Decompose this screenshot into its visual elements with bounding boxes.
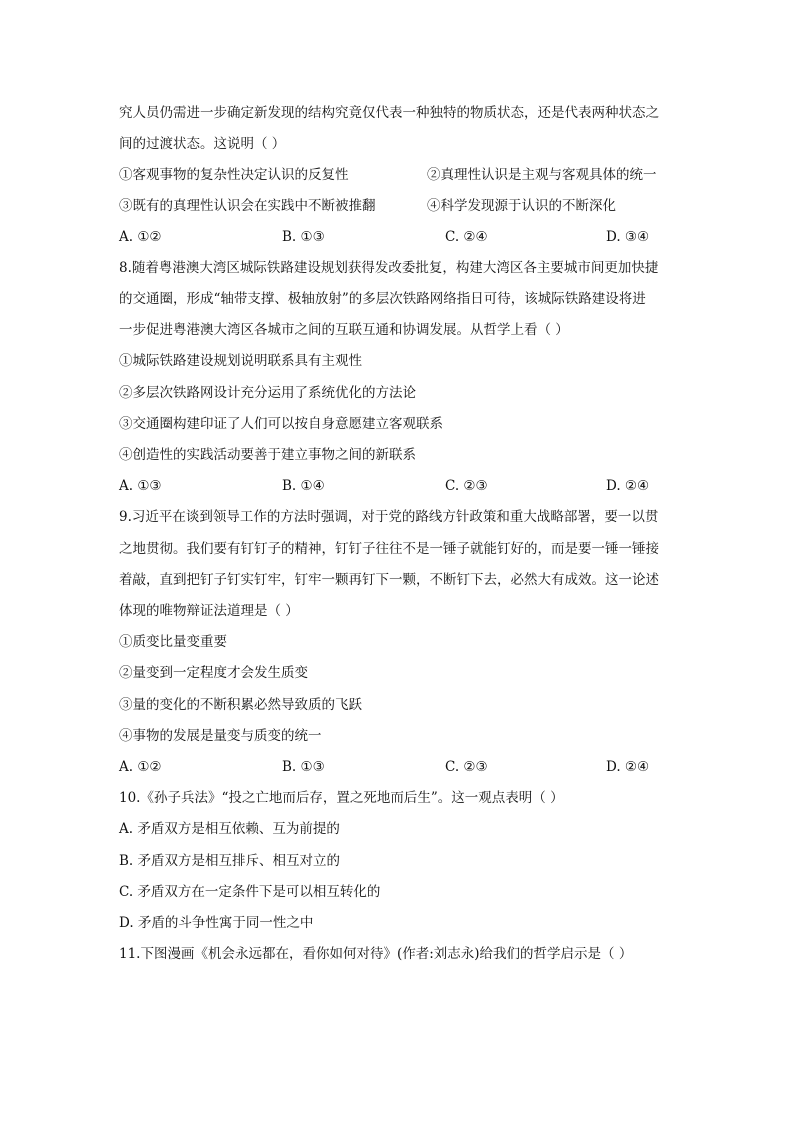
q8-choice-d: D. ②④ — [606, 478, 650, 494]
q10-option-d: D. 矛盾的斗争性寓于同一性之中 — [119, 915, 314, 931]
q9-choice-b: B. ①③ — [282, 759, 325, 775]
q9-choice-d: D. ②④ — [606, 759, 650, 775]
intro-line-1: 究人员仍需进一步确定新发现的结构究竟仅代表一种独特的物质状态，还是代表两种状态之 — [119, 105, 659, 121]
q9-choice-a: A. ①② — [119, 759, 162, 775]
q7-choice-b: B. ①③ — [282, 229, 325, 245]
q8-option-2: ②多层次铁路网设计充分运用了系统优化的方法论 — [119, 385, 416, 401]
q8-line-2: 的交通圈，形成“轴带支撑、极轴放射”的多层次铁路网络指日可待，该城际铁路建设将进 — [119, 291, 646, 307]
q9-line-2: 之地贯彻。我们要有钉钉子的精神，钉钉子往往不是一锤子就能钉好的，而是要一锤一锤接 — [119, 541, 659, 557]
q9-option-3: ③量的变化的不断积累必然导致质的飞跃 — [119, 697, 362, 713]
q8-option-4: ④创造性的实践活动要善于建立事物之间的新联系 — [119, 447, 416, 463]
q9-option-1: ①质变比量变重要 — [119, 634, 227, 650]
q10-option-b: B. 矛盾双方是相互排斥、相互对立的 — [119, 853, 341, 869]
q7-choice-d: D. ③④ — [606, 229, 650, 245]
q7-option-4: ④科学发现源于认识的不断深化 — [427, 198, 616, 214]
q8-option-3: ③交通圈构建印证了人们可以按自身意愿建立客观联系 — [119, 416, 443, 432]
q10-option-c: C. 矛盾双方在一定条件下是可以相互转化的 — [119, 884, 381, 900]
q9-choice-c: C. ②③ — [445, 759, 488, 775]
q10-option-a: A. 矛盾双方是相互依赖、互为前提的 — [119, 821, 340, 837]
q8-choice-c: C. ②③ — [445, 478, 488, 494]
q8-choice-a: A. ①③ — [119, 478, 162, 494]
q7-option-2: ②真理性认识是主观与客观具体的统一 — [427, 167, 657, 183]
q7-option-3: ③既有的真理性认识会在实践中不断被推翻 — [119, 198, 376, 214]
q9-option-2: ②量变到一定程度才会发生质变 — [119, 665, 308, 681]
q8-option-1: ①城际铁路建设规划说明联系具有主观性 — [119, 353, 362, 369]
q7-choice-c: C. ②④ — [445, 229, 488, 245]
intro-line-2: 间的过渡状态。这说明（ ） — [119, 136, 286, 152]
q9-line-4: 体现的唯物辩证法道理是（ ） — [119, 603, 299, 619]
q7-choice-a: A. ①② — [119, 229, 162, 245]
q7-option-1: ①客观事物的复杂性决定认识的反复性 — [119, 167, 349, 183]
q9-line-1: 9.习近平在谈到领导工作的方法时强调，对于党的路线方针政策和重大战略部署，要一以贯 — [119, 509, 659, 525]
q9-line-3: 着敲，直到把钉子钉实钉牢，钉牢一颗再钉下一颗，不断钉下去，必然大有成效。这一论述 — [119, 572, 659, 588]
q8-choice-b: B. ①④ — [282, 478, 325, 494]
q8-line-3: 一步促进粤港澳大湾区各城市之间的互联互通和协调发展。从哲学上看（ ） — [119, 322, 569, 338]
q8-line-1: 8.随着粤港澳大湾区城际铁路建设规划获得发改委批复，构建大湾区各主要城市间更加快捷 — [119, 260, 659, 276]
q11-line-1: 11.下图漫画《机会永远都在，看你如何对待》(作者:刘志永)给我们的哲学启示是（ ） — [119, 946, 633, 962]
q10-line-1: 10.《孙子兵法》“投之亡地而后存，置之死地而后生”。这一观点表明（ ） — [119, 790, 564, 806]
q9-option-4: ④事物的发展是量变与质变的统一 — [119, 728, 322, 744]
